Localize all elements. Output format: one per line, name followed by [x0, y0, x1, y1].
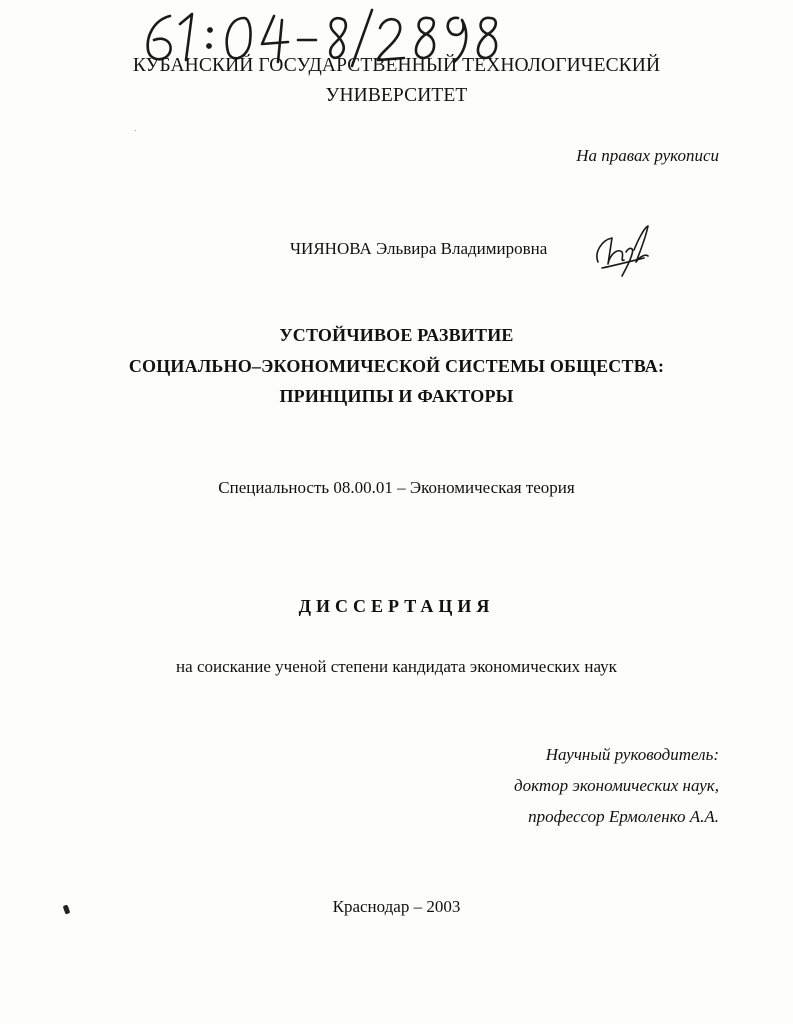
scan-dust	[135, 130, 136, 131]
supervisor-label: Научный руководитель:	[545, 745, 719, 764]
manuscript-note: На правах рукописи	[576, 146, 719, 165]
thesis-title-line1: УСТОЙЧИВОЕ РАЗВИТИЕ	[279, 325, 514, 345]
city-year: Краснодар – 2003	[332, 897, 461, 916]
supervisor-name: профессор Ермоленко А.А.	[528, 807, 719, 826]
university-name-line1: КУБАНСКИЙ ГОСУДАРСТВЕННЫЙ ТЕХНОЛОГИЧЕСКИЙ	[132, 55, 661, 76]
degree-sought: на соискание ученой степени кандидата экономических наук	[176, 657, 617, 676]
specialty: Специальность 08.00.01 – Экономическая теория	[218, 478, 575, 497]
author-name: ЧИЯНОВА Эльвира Владимировна	[290, 239, 548, 258]
signature-drawing	[588, 222, 652, 278]
supervisor-degree: доктор экономических наук,	[514, 776, 719, 795]
university-name-line2: УНИВЕРСИТЕТ	[325, 85, 468, 106]
thesis-title-line2: СОЦИАЛЬНО–ЭКОНОМИЧЕСКОЙ СИСТЕМЫ ОБЩЕСТВА:	[128, 356, 665, 376]
document-type: ДИССЕРТАЦИЯ	[298, 596, 495, 616]
thesis-title-line3: ПРИНЦИПЫ И ФАКТОРЫ	[279, 386, 514, 406]
author-signature	[588, 222, 652, 278]
